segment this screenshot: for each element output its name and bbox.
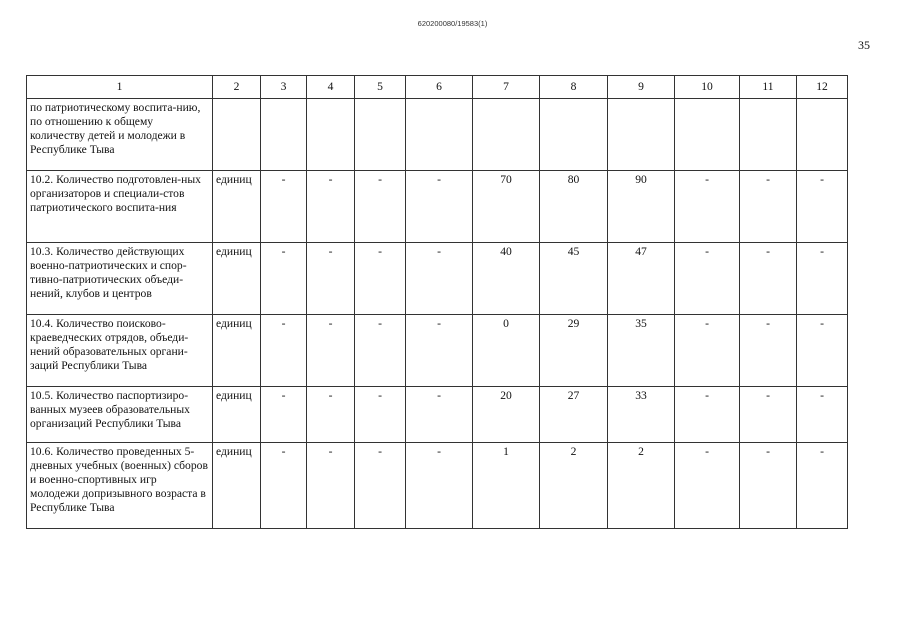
unit-cell: единиц — [213, 387, 261, 443]
value-cell: - — [355, 315, 406, 387]
value-cell: 90 — [608, 171, 675, 243]
table-row — [27, 443, 848, 529]
unit-cell: единиц — [213, 315, 261, 387]
value-cell: - — [406, 443, 473, 529]
value-cell: - — [675, 171, 740, 243]
page-number: 35 — [858, 38, 870, 52]
value-cell: 20 — [473, 387, 540, 443]
value-cell — [261, 99, 307, 171]
value-cell: - — [797, 243, 848, 315]
value-cell: - — [797, 387, 848, 443]
value-cell: - — [261, 243, 307, 315]
table-row — [27, 99, 848, 171]
value-cell: - — [675, 315, 740, 387]
unit-cell — [213, 99, 261, 171]
value-cell: - — [675, 387, 740, 443]
value-cell — [406, 99, 473, 171]
value-cell: - — [797, 171, 848, 243]
column-header: 1 — [27, 76, 213, 99]
value-cell — [355, 99, 406, 171]
value-cell: - — [307, 315, 355, 387]
indicators-table — [26, 75, 848, 529]
value-cell — [797, 99, 848, 171]
column-header: 5 — [355, 76, 406, 99]
value-cell — [540, 99, 608, 171]
column-header: 11 — [740, 76, 797, 99]
table-row — [27, 243, 848, 315]
value-cell: - — [406, 387, 473, 443]
column-header: 10 — [675, 76, 740, 99]
value-cell: 1 — [473, 443, 540, 529]
column-header: 3 — [261, 76, 307, 99]
value-cell: - — [740, 171, 797, 243]
value-cell: 29 — [540, 315, 608, 387]
indicator-name-cell: 10.3. Количество действующих военно-патриотических и спор-тивно-патриотических объеди-нений, клубов и центров — [27, 243, 213, 315]
value-cell — [473, 99, 540, 171]
value-cell: 2 — [540, 443, 608, 529]
value-cell: - — [406, 243, 473, 315]
table-row — [27, 171, 848, 243]
value-cell — [740, 99, 797, 171]
column-header: 12 — [797, 76, 848, 99]
value-cell: - — [261, 315, 307, 387]
value-cell: 70 — [473, 171, 540, 243]
unit-cell: единиц — [213, 171, 261, 243]
unit-cell: единиц — [213, 243, 261, 315]
value-cell — [608, 99, 675, 171]
value-cell: - — [675, 243, 740, 315]
value-cell: - — [797, 443, 848, 529]
indicator-name-cell: 10.2. Количество подготовлен-ных организаторов и специали-стов патриотического воспита-ния — [27, 171, 213, 243]
value-cell: 35 — [608, 315, 675, 387]
column-header: 6 — [406, 76, 473, 99]
value-cell — [675, 99, 740, 171]
value-cell: 45 — [540, 243, 608, 315]
indicator-name-cell: 10.4. Количество поисково-краеведческих отрядов, объеди-нений образовательных органи-заций Республики Тыва — [27, 315, 213, 387]
value-cell: - — [307, 243, 355, 315]
value-cell: - — [355, 171, 406, 243]
value-cell: - — [307, 171, 355, 243]
value-cell: - — [797, 315, 848, 387]
column-header: 8 — [540, 76, 608, 99]
indicator-name-cell: 10.5. Количество паспортизиро-ванных музеев образовательных организаций Республики Тыва — [27, 387, 213, 443]
value-cell: - — [406, 171, 473, 243]
value-cell: 27 — [540, 387, 608, 443]
value-cell: - — [261, 171, 307, 243]
column-header: 7 — [473, 76, 540, 99]
column-header: 2 — [213, 76, 261, 99]
value-cell: 33 — [608, 387, 675, 443]
value-cell: - — [355, 387, 406, 443]
column-header: 9 — [608, 76, 675, 99]
value-cell: - — [355, 243, 406, 315]
value-cell: - — [675, 443, 740, 529]
value-cell — [307, 99, 355, 171]
table-header-row — [27, 76, 848, 99]
indicator-name-cell: по патриотическому воспита-нию, по отношению к общему количеству детей и молодежи в Республике Тыва — [27, 99, 213, 171]
value-cell: 0 — [473, 315, 540, 387]
column-header: 4 — [307, 76, 355, 99]
value-cell: - — [406, 315, 473, 387]
table-row — [27, 387, 848, 443]
value-cell: 47 — [608, 243, 675, 315]
value-cell: - — [740, 243, 797, 315]
value-cell: - — [307, 443, 355, 529]
table-row — [27, 315, 848, 387]
value-cell: - — [740, 387, 797, 443]
value-cell: 80 — [540, 171, 608, 243]
indicator-name-cell: 10.6. Количество проведенных 5-дневных учебных (военных) сборов и военно-спортивных игр молодежи допризывного возраста в Республике Тыва — [27, 443, 213, 529]
value-cell: - — [740, 443, 797, 529]
value-cell: - — [740, 315, 797, 387]
value-cell: - — [307, 387, 355, 443]
value-cell: - — [355, 443, 406, 529]
value-cell: - — [261, 443, 307, 529]
value-cell: 2 — [608, 443, 675, 529]
value-cell: 40 — [473, 243, 540, 315]
value-cell: - — [261, 387, 307, 443]
unit-cell: единиц — [213, 443, 261, 529]
document-id: 620200080/19583(1) — [417, 19, 488, 28]
